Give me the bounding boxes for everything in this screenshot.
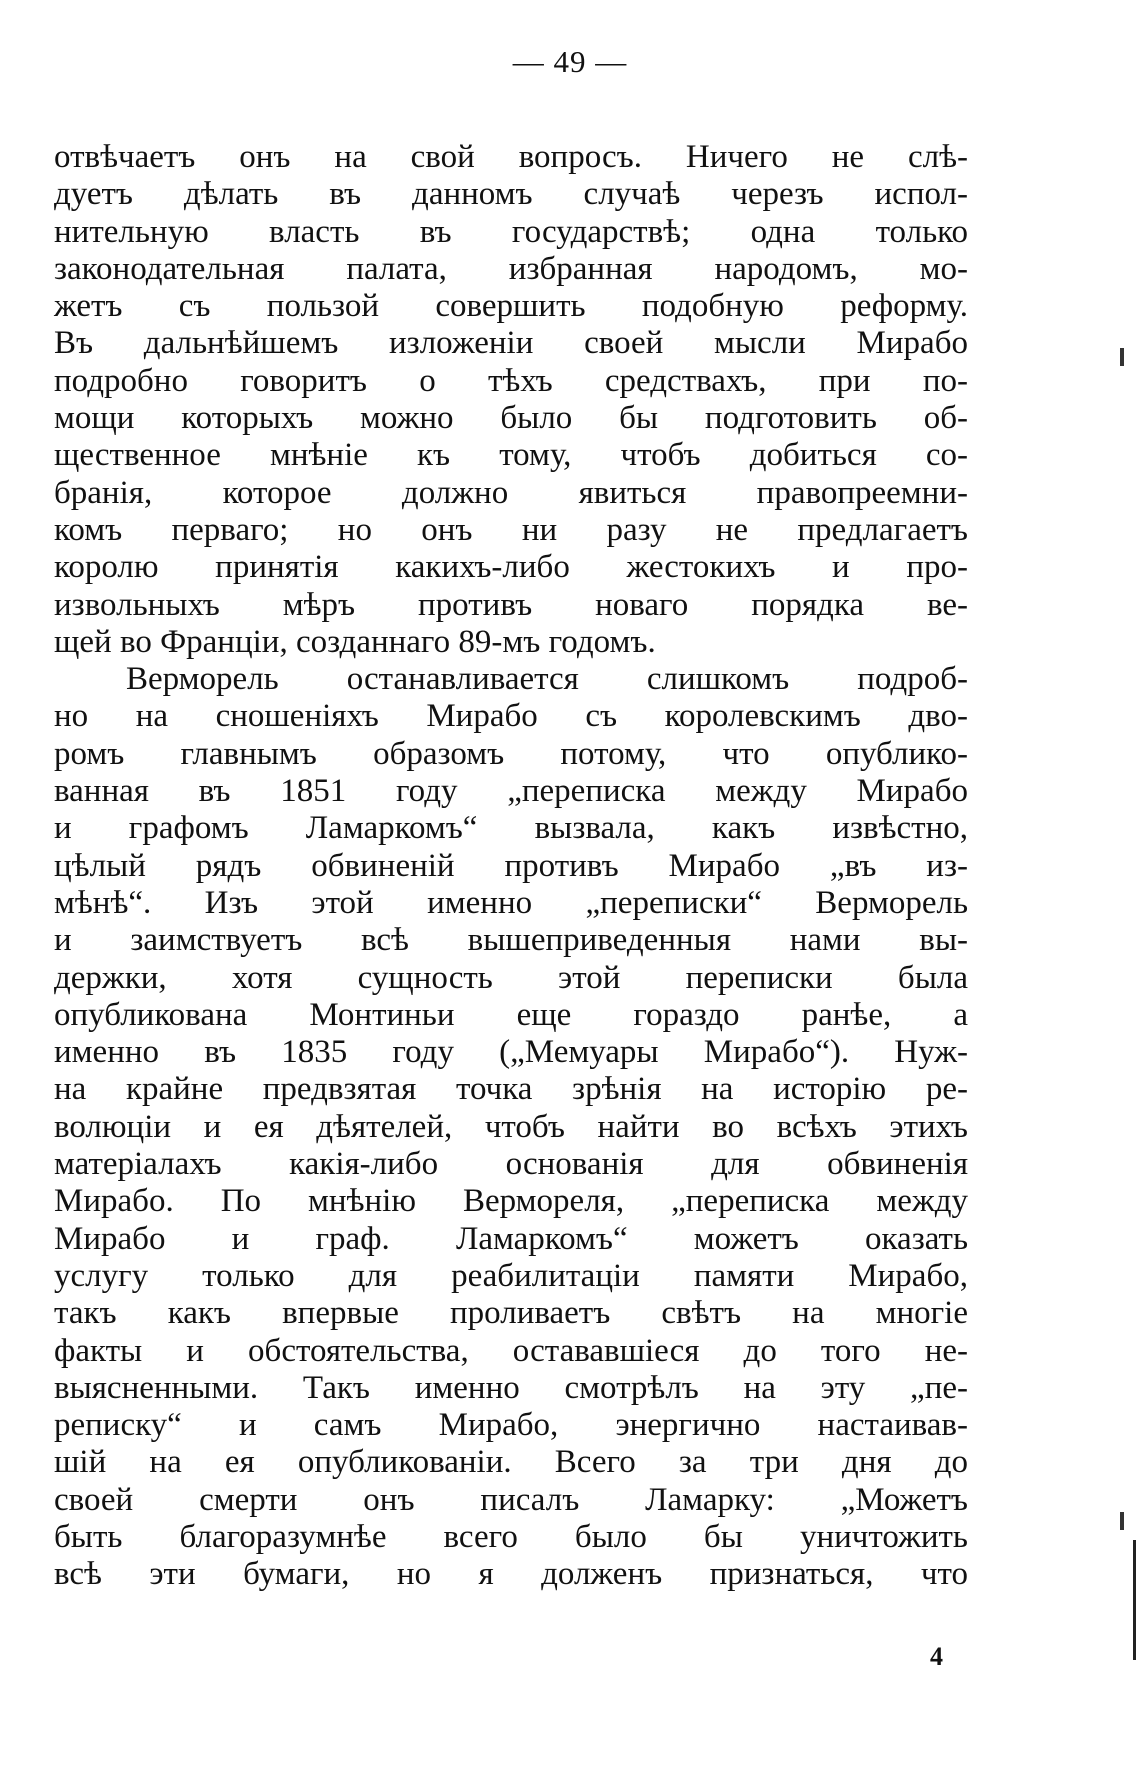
page-edge-speck: [1120, 1512, 1124, 1530]
text-line: щественное мнѣніе къ тому, чтобъ добиться со-: [54, 437, 968, 474]
text-line: мощи которыхъ можно было бы подготовить об-: [54, 400, 968, 437]
page-number: — 49 —: [512, 44, 628, 79]
text-line: извольныхъ мѣръ противъ новаго порядка ве-: [54, 586, 968, 623]
text-line: королю принятія какихъ-либо жестокихъ и про-: [54, 549, 968, 586]
text-line: на крайне предвзятая точка зрѣнія на исторію ре-: [54, 1071, 968, 1108]
text-line: нительную власть въ государствѣ; одна только: [54, 213, 968, 250]
text-line: и заимствуетъ всѣ вышеприведенныя нами вы-: [54, 922, 968, 959]
text-line: законодательная палата, избранная народомъ, мо-: [54, 250, 968, 287]
text-line: цѣлый рядъ обвиненій противъ Мирабо „въ из-: [54, 847, 968, 884]
text-line: матеріалахъ какія-либо основанія для обвиненія: [54, 1146, 968, 1183]
text-line: Мирабо. По мнѣнію Вермореля, „переписка между: [54, 1183, 968, 1220]
text-line: держки, хотя сущность этой переписки была: [54, 959, 968, 996]
text-line: выясненными. Такъ именно смотрѣлъ на эту „пе-: [54, 1369, 968, 1406]
text-line: бранія, которое должно явиться правопреемни-: [54, 474, 968, 511]
text-line: реписку“ и самъ Мирабо, энергично настаивав-: [54, 1407, 968, 1444]
text-line: ромъ главнымъ образомъ потому, что опублико-: [54, 735, 968, 772]
text-line: но на сношеніяхъ Мирабо съ королевскимъ дво-: [54, 698, 968, 735]
text-line: Въ дальнѣйшемъ изложеніи своей мысли Мирабо: [54, 325, 968, 362]
text-line: Верморель останавливается слишкомъ подроб-: [126, 661, 968, 698]
text-line: комъ перваго; но онъ ни разу не предлагаетъ: [54, 511, 968, 548]
text-line: такъ какъ впервые проливаетъ свѣтъ на многіе: [54, 1295, 968, 1332]
text-line: щей во Франціи, созданнаго 89-мъ годомъ.: [54, 623, 656, 660]
page-edge-speck: [1120, 348, 1124, 366]
text-line: быть благоразумнѣе всего было бы уничтожить: [54, 1518, 968, 1555]
text-line: всѣ эти бумаги, но я долженъ признаться, что: [54, 1556, 968, 1593]
text-line: опубликована Монтиньи еще гораздо ранѣе, а: [54, 996, 968, 1033]
text-line: услугу только для реабилитаціи памяти Мирабо,: [54, 1257, 968, 1294]
text-line: факты и обстоятельства, остававшіеся до того не-: [54, 1332, 968, 1369]
body-text: [54, 139, 968, 1594]
text-line: Мирабо и граф. Ламаркомъ“ можетъ оказать: [54, 1220, 968, 1257]
text-line: мѣнѣ“. Изъ этой именно „переписки“ Верморель: [54, 884, 968, 921]
text-line: своей смерти онъ писалъ Ламарку: „Можетъ: [54, 1481, 968, 1518]
text-line: отвѣчаетъ онъ на свой вопросъ. Ничего не слѣ-: [54, 139, 968, 175]
text-line: и графомъ Ламаркомъ“ вызвала, какъ извѣстно,: [54, 810, 968, 847]
text-line: жетъ съ пользой совершить подобную реформу.: [54, 288, 968, 325]
text-line: дуетъ дѣлать въ данномъ случаѣ черезъ испол-: [54, 176, 968, 213]
text-line: ванная въ 1851 году „переписка между Мирабо: [54, 773, 968, 810]
signature-mark: 4: [930, 1642, 943, 1671]
text-line: волюціи и ея дѣятелей, чтобъ найти во всѣхъ этихъ: [54, 1108, 968, 1145]
page-edge-shadow: [1133, 1540, 1136, 1660]
text-line: именно въ 1835 году („Мемуары Мирабо“). Нуж-: [54, 1034, 968, 1071]
text-line: шій на ея опубликованіи. Всего за три дня до: [54, 1444, 968, 1481]
text-line: подробно говоритъ о тѣхъ средствахъ, при по-: [54, 362, 968, 399]
